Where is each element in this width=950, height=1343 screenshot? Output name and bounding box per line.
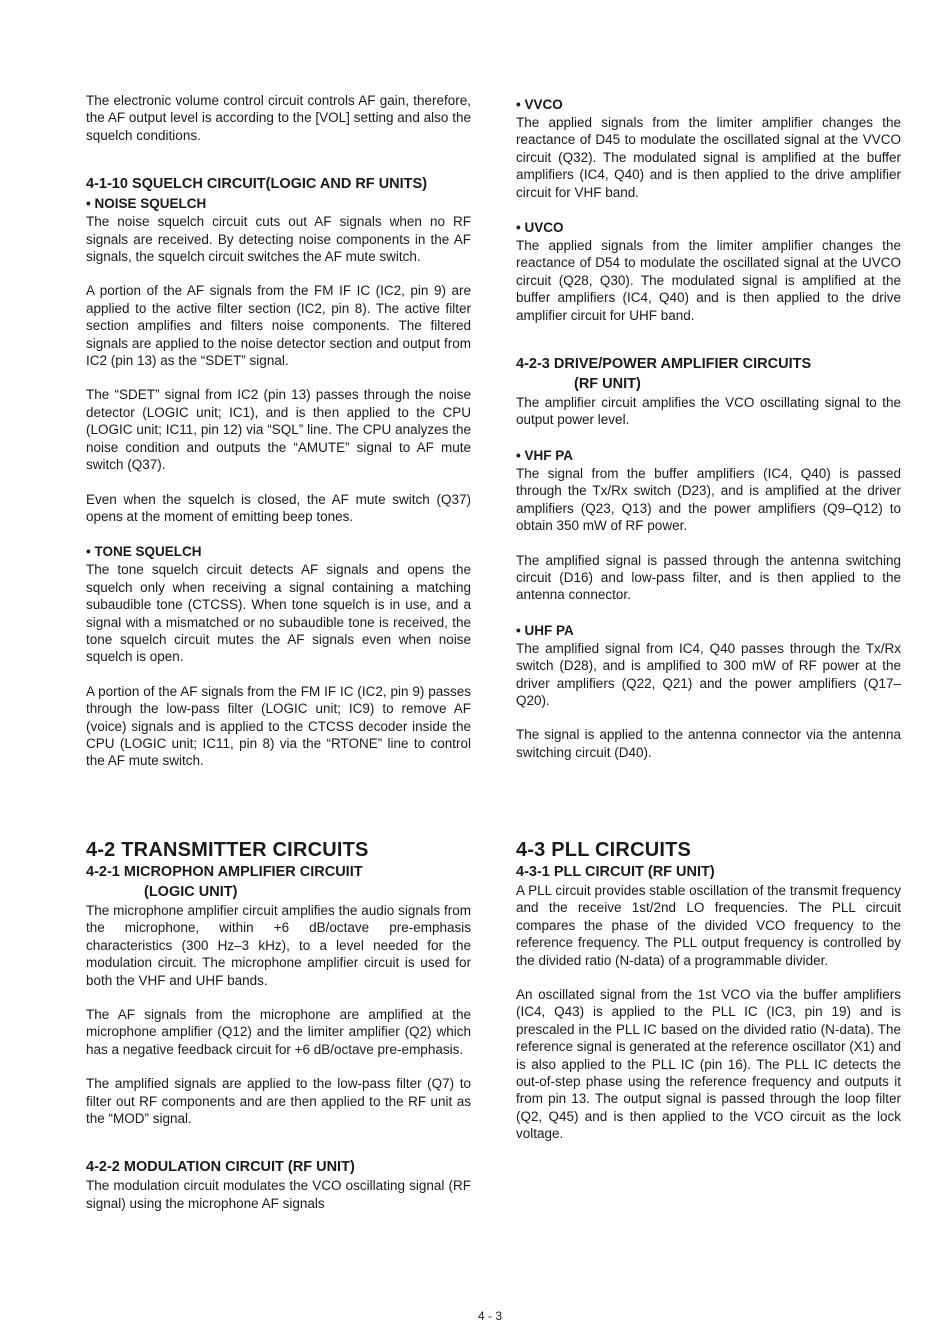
left-column-top (86, 92, 471, 770)
microphone-amplifier-paragraph-2: The AF signals from the microphone are amplified at the microphone amplifier (Q12) and the limiter amplifier (Q2) which has a negative feedback circuit for +6 dB/octave pre-emphasis. (86, 1007, 471, 1057)
pll-circuits-heading: 4-3 PLL CIRCUITS (516, 839, 692, 861)
microphone-amplifier-paragraph-1: The microphone amplifier circuit amplifies the audio signals from the microphone, within +6 dB/octave pre-emphasis characteristics (300 Hz–3 kHz), to a level needed for the modulation circuit. The microphone amplifier circuit is used for both the VHF and UHF bands. (86, 903, 471, 988)
page-number: 4 - 3 (477, 1309, 502, 1323)
vvco-paragraph: The applied signals from the limiter amplifier changes the reactance of D45 to modulate the oscillated signal at the VVCO circuit (Q32). The modulated signal is amplified at the buffer amplifiers (IC4, Q40) and is then applied to the drive amplifier circuit for VHF band. (516, 115, 901, 200)
microphone-amplifier-heading (86, 862, 471, 902)
tone-squelch-paragraph-1: The tone squelch circuit detects AF signals and opens the squelch only when receiving a signal containing a matching subaudible tone (CTCSS). When tone squelch is in use, and a signal with a mismatched or no subaudible tone is received, the tone squelch circuit mutes the AF signals even when noise squelch is open. (86, 562, 471, 665)
intro-paragraph: The electronic volume control circuit controls AF gain, therefore, the AF output level is according to the [VOL] setting and also the squelch conditions. (86, 93, 471, 143)
right-column-top (516, 95, 901, 761)
pll-circuit-paragraph-1: A PLL circuit provides stable oscillation of the transmit frequency and the receive 1st/2nd LO frequencies. The PLL circuit compares the phase of the divided VCO frequency to the reference frequency. The PLL output frequency is controlled by the divided ratio (N-data) of a programmable divider. (516, 883, 901, 968)
noise-squelch-paragraph-4: Even when the squelch is closed, the AF mute switch (Q37) opens at the moment of emitting beep tones. (86, 491, 471, 524)
microphone-amplifier-heading-line-2: (LOGIC UNIT) (144, 884, 238, 900)
drive-power-heading (516, 354, 901, 394)
drive-power-heading-line-1: 4-2-3 DRIVE/POWER AMPLIFIER CIRCUITS (516, 356, 812, 373)
noise-squelch-paragraph-2: A portion of the AF signals from the FM IF IC (IC2, pin 9) are applied to the active filter section (IC2, pin 8). The active filter section amplifies and filters noise components. The filtered signals are applied to the noise detector section and output from IC2 (pin 13) as the “SDET” signal. (86, 283, 471, 369)
vhf-pa-paragraph-2: The amplified signal is passed through the antenna switching circuit (D16) and low-pass filter, and is then applied to the antenna connector. (516, 552, 901, 603)
uhf-pa-paragraph-1: The amplified signal from IC4, Q40 passes through the Tx/Rx switch (D28), and is amplified to 300 mW of RF power at the driver amplifiers (Q22, Q21) and the power amplifiers (Q17–Q20). (516, 640, 901, 708)
uvco-heading: • UVCO (516, 220, 564, 236)
drive-power-paragraph: The amplifier circuit amplifies the VCO oscillating signal to the output power level. (516, 395, 901, 428)
transmitter-circuits-heading: 4-2 TRANSMITTER CIRCUITS (86, 839, 369, 861)
uvco-paragraph: The applied signals from the limiter amplifier changes the reactance of D54 to modulate the oscillated signal at the UVCO circuit (Q28, Q30). The modulated signal is amplified at the buffer amplifiers (IC4, Q40) and is then applied to the drive amplifier circuit for UHF band. (516, 238, 901, 323)
drive-power-heading-line-2: (RF UNIT) (574, 376, 641, 393)
right-column-bottom (516, 838, 901, 1143)
noise-squelch-paragraph-1: The noise squelch circuit cuts out AF signals when no RF signals are received. By detecting noise components in the AF signals, the squelch circuit switches the AF mute switch. (86, 214, 471, 265)
uhf-pa-heading: • UHF PA (516, 622, 574, 638)
noise-squelch-heading: • NOISE SQUELCH (86, 196, 207, 212)
microphone-amplifier-heading-line-1: 4-2-1 MICROPHON AMPLIFIER CIRCUIIT (86, 864, 363, 880)
vhf-pa-heading: • VHF PA (516, 447, 573, 463)
modulation-circuit-paragraph: The modulation circuit modulates the VCO oscillating signal (RF signal) using the microphone AF signals (86, 1178, 471, 1211)
vhf-pa-paragraph-1: The signal from the buffer amplifiers (IC4, Q40) is passed through the Tx/Rx switch (D23), and is amplified at the driver amplifiers (Q23, Q13) and the power amplifiers (Q9–Q12) to obtain 350 mW of RF power. (516, 465, 901, 534)
noise-squelch-paragraph-3: The “SDET” signal from IC2 (pin 13) passes through the noise detector (LOGIC unit; IC1), and is then applied to the CPU (LOGIC unit; IC11, pin 12) via “SQL” line. The CPU analyzes the noise condition and outputs the “AMUTE” signal to AF mute switch (Q37). (86, 387, 471, 473)
modulation-circuit-heading: 4-2-2 MODULATION CIRCUIT (RF UNIT) (86, 1159, 355, 1176)
pll-circuit-heading: 4-3-1 PLL CIRCUIT (RF UNIT) (516, 864, 715, 880)
vvco-heading: • VVCO (516, 97, 563, 112)
pll-circuit-paragraph-2: An oscillated signal from the 1st VCO via the buffer amplifiers (IC4, Q43) is applied to the PLL IC (IC3, pin 19) and is prescaled in the PLL IC based on the divided ratio (N-data). The reference signal is generated at the reference oscillator (X1) and is also applied to the PLL IC (pin 16). The PLL IC detects the out-of-step phase using the reference frequency and outputs it from pin 13. The output signal is passed through the loop filter (Q2, Q45) and is then applied to the VCO circuit as the lock voltage. (516, 987, 901, 1142)
tone-squelch-heading: • TONE SQUELCH (86, 544, 202, 560)
microphone-amplifier-paragraph-3: The amplified signals are applied to the low-pass filter (Q7) to filter out RF components and are then applied to the RF unit as the “MOD” signal. (86, 1076, 471, 1127)
uhf-pa-paragraph-2: The signal is applied to the antenna connector via the antenna switching circuit (D40). (516, 727, 901, 760)
left-column-bottom (86, 838, 471, 1212)
squelch-heading: 4-1-10 SQUELCH CIRCUIT(LOGIC AND RF UNITS) (86, 176, 428, 193)
tone-squelch-paragraph-2: A portion of the AF signals from the FM IF IC (IC2, pin 9) passes through the low-pass filter (LOGIC unit; IC9) to remove AF (voice) signals and is applied to the CTCSS decoder inside the CPU (LOGIC unit; IC11, pin 8) via the “RTONE” line to control the AF mute switch. (86, 683, 471, 769)
